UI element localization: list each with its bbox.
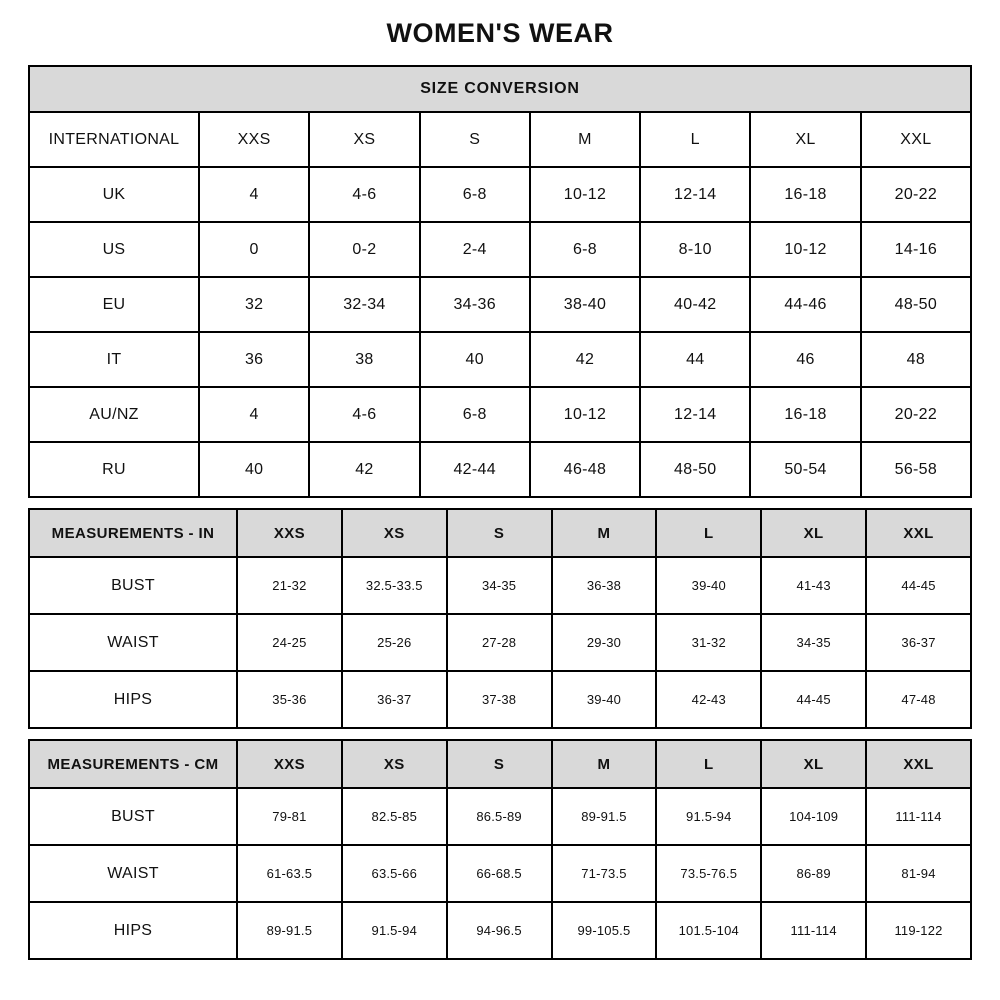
size-value: 0: [199, 222, 309, 277]
column-header: XL: [761, 509, 866, 557]
size-value: 46-48: [530, 442, 640, 497]
size-value: 56-58: [861, 442, 971, 497]
column-header: XXL: [861, 112, 971, 167]
table-row: [29, 387, 971, 442]
measurement-value: 39-40: [552, 671, 657, 728]
measurement-value: 39-40: [656, 557, 761, 614]
table-row: [29, 167, 971, 222]
size-value: 20-22: [861, 167, 971, 222]
table-row: [29, 112, 971, 167]
table-row: [29, 902, 971, 959]
measurement-label: WAIST: [29, 845, 237, 902]
table-row: [29, 66, 971, 112]
size-value: 16-18: [750, 167, 860, 222]
table-row: [29, 788, 971, 845]
measurements-cm-table: [28, 739, 972, 960]
size-chart-page: [28, 0, 972, 960]
measurement-value: 104-109: [761, 788, 866, 845]
measurement-value: 44-45: [761, 671, 866, 728]
measurement-value: 71-73.5: [552, 845, 657, 902]
measurement-value: 34-35: [447, 557, 552, 614]
measurement-value: 35-36: [237, 671, 342, 728]
size-value: 14-16: [861, 222, 971, 277]
measurement-value: 81-94: [866, 845, 971, 902]
region-label: IT: [29, 332, 199, 387]
measurement-value: 27-28: [447, 614, 552, 671]
table-row: [29, 557, 971, 614]
size-value: 2-4: [420, 222, 530, 277]
measurement-value: 111-114: [866, 788, 971, 845]
measurement-value: 86.5-89: [447, 788, 552, 845]
measurement-value: 73.5-76.5: [656, 845, 761, 902]
size-value: 16-18: [750, 387, 860, 442]
column-header: S: [447, 509, 552, 557]
size-value: 8-10: [640, 222, 750, 277]
size-value: 6-8: [420, 387, 530, 442]
table-row: [29, 845, 971, 902]
size-value: 20-22: [861, 387, 971, 442]
column-header: L: [640, 112, 750, 167]
measurement-value: 42-43: [656, 671, 761, 728]
region-label: EU: [29, 277, 199, 332]
size-value: 32-34: [309, 277, 419, 332]
measurement-value: 101.5-104: [656, 902, 761, 959]
measurement-value: 86-89: [761, 845, 866, 902]
size-value: 4-6: [309, 167, 419, 222]
measurement-value: 24-25: [237, 614, 342, 671]
size-value: 12-14: [640, 387, 750, 442]
table-row: [29, 509, 971, 557]
table-row: [29, 442, 971, 497]
measurement-label: BUST: [29, 557, 237, 614]
measurement-value: 94-96.5: [447, 902, 552, 959]
size-value: 4: [199, 167, 309, 222]
size-value: 34-36: [420, 277, 530, 332]
column-header: S: [420, 112, 530, 167]
measurement-value: 25-26: [342, 614, 447, 671]
column-header: L: [656, 509, 761, 557]
measurement-label: BUST: [29, 788, 237, 845]
size-value: 10-12: [750, 222, 860, 277]
column-header: S: [447, 740, 552, 788]
size-value: 10-12: [530, 387, 640, 442]
column-header: XXL: [866, 509, 971, 557]
size-value: 42: [309, 442, 419, 497]
table-row: [29, 671, 971, 728]
measurements-in-table: [28, 508, 972, 729]
column-header: XS: [342, 740, 447, 788]
column-header: M: [552, 509, 657, 557]
measurement-value: 119-122: [866, 902, 971, 959]
column-header: XL: [750, 112, 860, 167]
size-value: 10-12: [530, 167, 640, 222]
table-row: [29, 740, 971, 788]
measurement-value: 34-35: [761, 614, 866, 671]
measurement-value: 21-32: [237, 557, 342, 614]
size-conversion-table: [28, 65, 972, 498]
measurement-value: 61-63.5: [237, 845, 342, 902]
measurement-value: 99-105.5: [552, 902, 657, 959]
size-value: 6-8: [420, 167, 530, 222]
size-value: 40-42: [640, 277, 750, 332]
region-label: US: [29, 222, 199, 277]
measurement-value: 89-91.5: [237, 902, 342, 959]
measurement-label: HIPS: [29, 671, 237, 728]
measurements-cm-title: MEASUREMENTS - CM: [29, 740, 237, 788]
measurement-value: 91.5-94: [342, 902, 447, 959]
size-value: 44: [640, 332, 750, 387]
measurements-in-title: MEASUREMENTS - IN: [29, 509, 237, 557]
measurement-value: 36-37: [342, 671, 447, 728]
size-value: 4-6: [309, 387, 419, 442]
size-value: 6-8: [530, 222, 640, 277]
measurement-value: 63.5-66: [342, 845, 447, 902]
table-row: [29, 277, 971, 332]
table-row: [29, 332, 971, 387]
size-value: 42: [530, 332, 640, 387]
measurement-label: WAIST: [29, 614, 237, 671]
region-label: RU: [29, 442, 199, 497]
page-title: WOMEN'S WEAR: [386, 18, 614, 48]
size-value: 32: [199, 277, 309, 332]
measurement-value: 82.5-85: [342, 788, 447, 845]
column-header: XS: [342, 509, 447, 557]
size-value: 44-46: [750, 277, 860, 332]
size-value: 38: [309, 332, 419, 387]
size-value: 42-44: [420, 442, 530, 497]
column-header: INTERNATIONAL: [29, 112, 199, 167]
size-value: 4: [199, 387, 309, 442]
size-value: 48-50: [861, 277, 971, 332]
measurement-value: 47-48: [866, 671, 971, 728]
measurement-value: 111-114: [761, 902, 866, 959]
size-value: 48: [861, 332, 971, 387]
size-value: 40: [420, 332, 530, 387]
column-header: M: [552, 740, 657, 788]
column-header: XXS: [199, 112, 309, 167]
table-row: [29, 614, 971, 671]
measurement-value: 31-32: [656, 614, 761, 671]
measurement-value: 29-30: [552, 614, 657, 671]
measurement-value: 36-37: [866, 614, 971, 671]
column-header: XXS: [237, 509, 342, 557]
size-value: 12-14: [640, 167, 750, 222]
measurement-label: HIPS: [29, 902, 237, 959]
column-header: XXS: [237, 740, 342, 788]
measurement-value: 32.5-33.5: [342, 557, 447, 614]
measurement-value: 66-68.5: [447, 845, 552, 902]
measurement-value: 36-38: [552, 557, 657, 614]
size-value: 36: [199, 332, 309, 387]
measurement-value: 41-43: [761, 557, 866, 614]
column-header: XXL: [866, 740, 971, 788]
measurement-value: 89-91.5: [552, 788, 657, 845]
size-value: 40: [199, 442, 309, 497]
column-header: XL: [761, 740, 866, 788]
measurement-value: 91.5-94: [656, 788, 761, 845]
size-value: 0-2: [309, 222, 419, 277]
size-value: 48-50: [640, 442, 750, 497]
size-conversion-title: SIZE CONVERSION: [29, 66, 971, 112]
region-label: UK: [29, 167, 199, 222]
size-value: 46: [750, 332, 860, 387]
size-value: 50-54: [750, 442, 860, 497]
size-value: 38-40: [530, 277, 640, 332]
measurement-value: 44-45: [866, 557, 971, 614]
column-header: L: [656, 740, 761, 788]
measurement-value: 37-38: [447, 671, 552, 728]
column-header: M: [530, 112, 640, 167]
measurement-value: 79-81: [237, 788, 342, 845]
region-label: AU/NZ: [29, 387, 199, 442]
column-header: XS: [309, 112, 419, 167]
table-row: [29, 222, 971, 277]
